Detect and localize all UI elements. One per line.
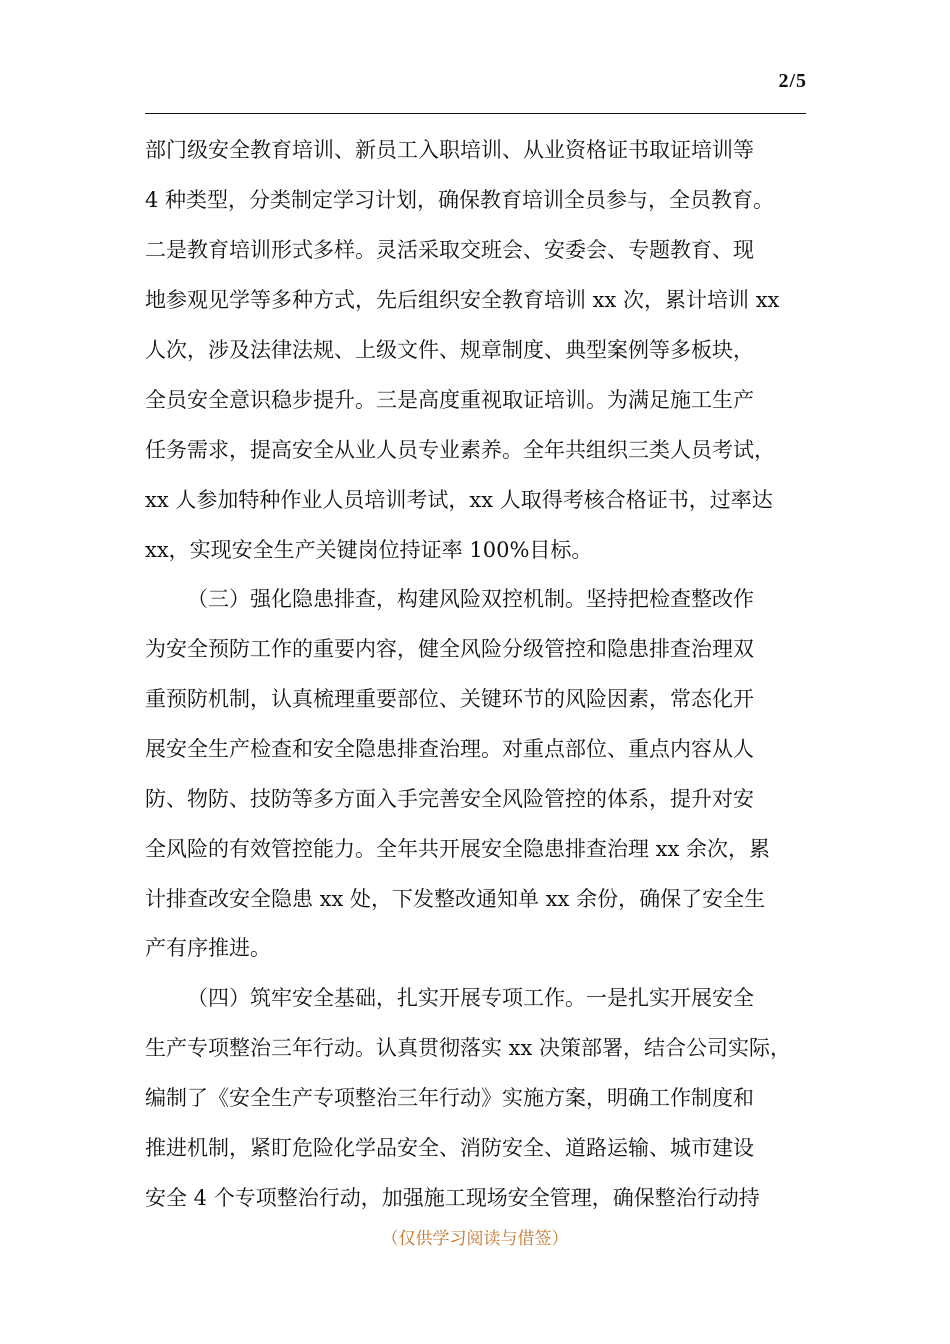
body-line: 任务需求，提高安全从业人员专业素养。全年共组织三类人员考试， [145, 438, 775, 462]
paragraph-heading-3: （三）强化隐患排查，构建风险双控机制。坚持把检查整改作 [187, 587, 754, 611]
body-line: 生产专项整治三年行动。认真贯彻落实 xx 决策部署，结合公司实际， [145, 1036, 792, 1060]
body-line: 地参观见学等多种方式，先后组织安全教育培训 xx 次，累计培训 xx [145, 288, 780, 312]
body-line: xx，实现安全生产关键岗位持证率 100%目标。 [145, 538, 593, 562]
body-line: 部门级安全教育培训、新员工入职培训、从业资格证书取证培训等 [145, 138, 754, 162]
body-line: xx 人参加特种作业人员培训考试，xx 人取得考核合格证书，过率达 [145, 488, 773, 512]
body-line: 二是教育培训形式多样。灵活采取交班会、安委会、专题教育、现 [145, 238, 754, 262]
body-line: 重预防机制，认真梳理重要部位、关键环节的风险因素，常态化开 [145, 687, 754, 711]
footer-note: （仅供学习阅读与借签） [381, 1229, 569, 1249]
body-line: 人次，涉及法律法规、上级文件、规章制度、典型案例等多板块， [145, 338, 754, 362]
header-divider [145, 113, 806, 114]
body-line: 安全 4 个专项整治行动，加强施工现场安全管理，确保整治行动持 [145, 1186, 760, 1210]
body-line: 为安全预防工作的重要内容，健全风险分级管控和隐患排查治理双 [145, 637, 754, 661]
body-line: 产有序推进。 [145, 936, 271, 960]
body-line: 4 种类型，分类制定学习计划，确保教育培训全员参与，全员教育。 [145, 188, 775, 212]
paragraph-heading-4: （四）筑牢安全基础，扎实开展专项工作。一是扎实开展安全 [187, 986, 754, 1010]
body-line: 计排查改安全隐患 xx 处，下发整改通知单 xx 余份，确保了安全生 [145, 887, 766, 911]
body-line: 展安全生产检查和安全隐患排查治理。对重点部位、重点内容从人 [145, 737, 754, 761]
body-line: 推进机制，紧盯危险化学品安全、消防安全、道路运输、城市建设 [145, 1136, 754, 1160]
body-line: 编制了《安全生产专项整治三年行动》实施方案，明确工作制度和 [145, 1086, 754, 1110]
body-line: 防、物防、技防等多方面入手完善安全风险管控的体系，提升对安 [145, 787, 754, 811]
page-number: 2/5 [778, 70, 807, 92]
body-line: 全风险的有效管控能力。全年共开展安全隐患排查治理 xx 余次，累 [145, 837, 771, 861]
body-line: 全员安全意识稳步提升。三是高度重视取证培训。为满足施工生产 [145, 388, 754, 412]
